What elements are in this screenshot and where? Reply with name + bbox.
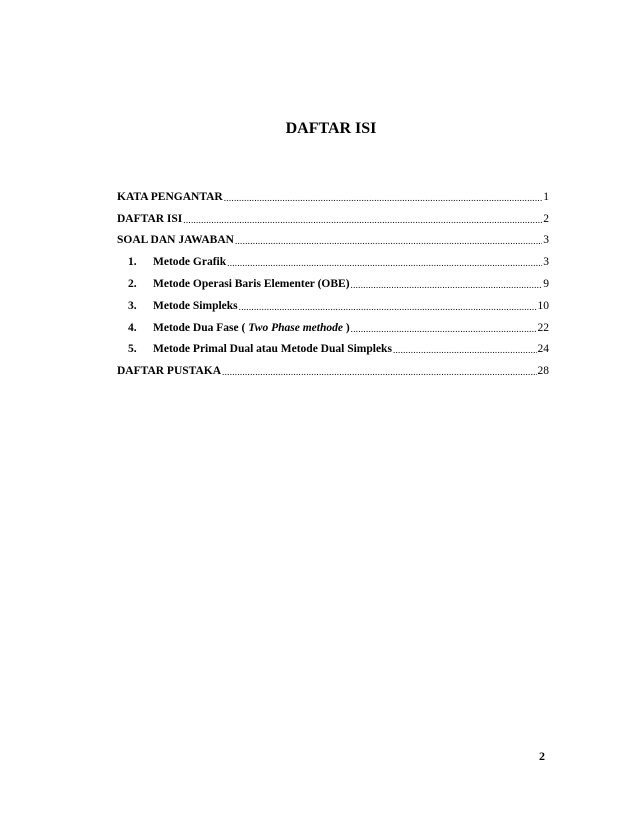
toc-entry-label: KATA PENGANTAR xyxy=(117,190,223,203)
toc-dot-leader xyxy=(227,257,542,269)
footer-page-number: 2 xyxy=(539,749,545,763)
toc-entry-daftar-pustaka[interactable] xyxy=(117,356,549,378)
toc-entry-label: Metode Simpleks xyxy=(153,299,238,312)
toc-entry-daftar-isi[interactable] xyxy=(117,204,549,226)
toc-dot-leader xyxy=(222,366,536,378)
toc-entry-page-number: 3 xyxy=(543,234,549,247)
toc-entry-page-number: 3 xyxy=(543,256,549,269)
toc-dot-leader xyxy=(235,235,542,247)
toc-entry-metode-grafik[interactable] xyxy=(117,247,549,269)
toc-entry-kata-pengantar[interactable] xyxy=(117,182,549,204)
toc-entry-page-number: 24 xyxy=(537,343,549,356)
toc-entry-metode-primal-dual[interactable] xyxy=(117,335,549,357)
toc-entry-label: DAFTAR ISI xyxy=(117,212,183,225)
toc-entry-label: SOAL DAN JAWABAN xyxy=(117,234,234,247)
toc-entry-label: DAFTAR PUSTAKA xyxy=(117,365,222,378)
toc-entry-label xyxy=(153,321,350,335)
toc-dot-leader xyxy=(183,214,542,226)
toc-entry-soal-dan-jawaban[interactable] xyxy=(117,226,549,248)
toc-entry-page-number: 1 xyxy=(543,190,549,203)
toc-entry-page-number: 28 xyxy=(537,365,549,378)
toc-entry-label-suffix: ) xyxy=(345,321,350,334)
toc-dot-leader xyxy=(393,344,537,356)
toc-entry-label: Metode Operasi Baris Elementer (OBE) xyxy=(153,277,350,290)
toc-entry-metode-simpleks[interactable] xyxy=(117,291,549,313)
toc-dot-leader xyxy=(351,323,537,335)
toc-entry-metode-dua-fase[interactable] xyxy=(117,313,549,335)
toc-entry-metode-obe[interactable] xyxy=(117,269,549,291)
toc-entry-page-number: 22 xyxy=(537,321,549,334)
toc-entry-label-italic: Two Phase methode xyxy=(248,321,343,334)
toc-entry-number: 1. xyxy=(128,256,137,269)
toc-entry-number: 4. xyxy=(128,321,137,334)
toc-entry-label: Metode Primal Dual atau Metode Dual Simpleks xyxy=(153,343,392,356)
toc-dot-leader xyxy=(239,301,537,313)
toc-dot-leader xyxy=(351,279,543,291)
toc-entry-page-number: 2 xyxy=(543,212,549,225)
page-title: DAFTAR ISI xyxy=(285,120,377,137)
toc-entry-label-prefix: Metode Dua Fase ( xyxy=(153,321,246,334)
toc-entry-number: 2. xyxy=(128,277,137,290)
toc-dot-leader xyxy=(224,192,543,204)
toc-entry-number: 5. xyxy=(128,343,137,356)
table-of-contents xyxy=(117,182,549,378)
toc-entry-page-number: 10 xyxy=(537,299,549,312)
toc-entry-label: Metode Grafik xyxy=(153,256,227,269)
toc-entry-number: 3. xyxy=(128,299,137,312)
toc-entry-page-number: 9 xyxy=(543,277,549,290)
